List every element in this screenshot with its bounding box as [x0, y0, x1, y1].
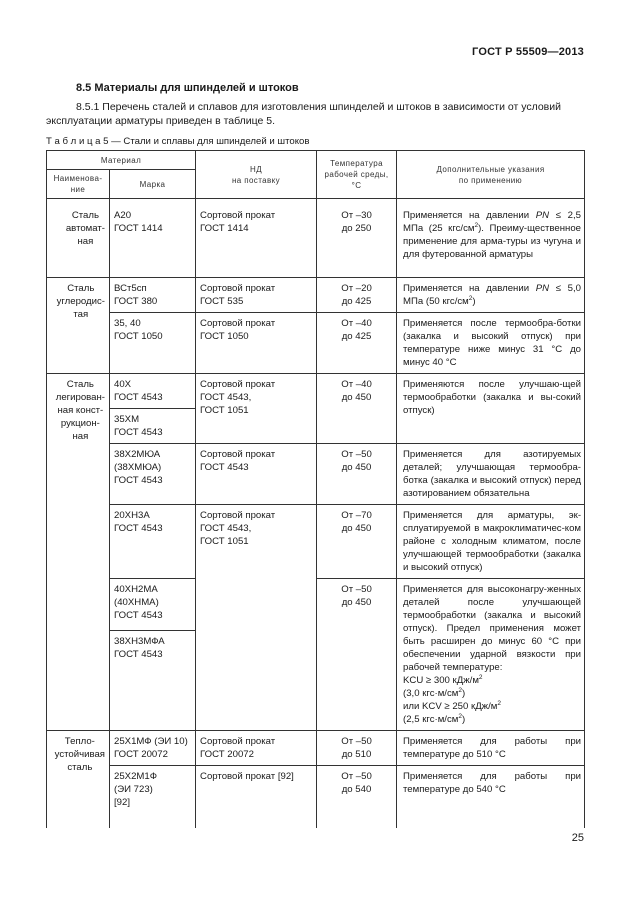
table-row [47, 444, 585, 505]
note-cell: Применяются после улучшаю-щей термообработки (закалка и вы-сокий отпуск) [397, 374, 585, 444]
temperature-cell: От –40 до 450 [317, 374, 397, 444]
nd-cell: Сортовой прокат ГОСТ 4543, ГОСТ 1051 [196, 505, 317, 724]
nd-cell: Сортовой прокат ГОСТ 1414 [196, 205, 317, 278]
material-name: Сталь углеродис- тая [56, 283, 105, 320]
grade-cell: 40Х ГОСТ 4543 [110, 374, 196, 409]
temperature-cell: От –50 до 510 [317, 731, 397, 766]
temperature-cell: От –70 до 450 [317, 505, 397, 579]
note-cell: Применяется на давлении PN ≤ 2,5 МПа (25 кгс/$см^2$). Преиму-щественное применение для арма-туры из чугуна и для футерованной арматуры [397, 205, 585, 278]
header-material: Материал [47, 151, 196, 170]
material-name: Сталь легирован- ная конст- рукцион- ная [55, 379, 105, 442]
temperature-cell: От –50 до 540 [317, 766, 397, 829]
grade-cell: 40ХН2МА (40ХНМА) ГОСТ 4543 [110, 579, 196, 631]
note-cell: Применяется для арматуры, эк-сплуатируемой в макроклиматичес-ком районе с холодным климатом, после улучшающей термообработки (закалка и высокий отпуск) [397, 505, 585, 579]
nd-cell: Сортовой прокат [92] [196, 766, 317, 829]
grade-cell: 38Х2МЮА (38ХМЮА) ГОСТ 4543 [110, 444, 196, 505]
material-name: Тепло- устойчивая сталь [54, 736, 105, 773]
nd-cell: Сортовой прокат ГОСТ 4543, ГОСТ 1051 [196, 374, 317, 444]
nd-cell: Сортовой прокат ГОСТ 4543 [196, 444, 317, 505]
table-row [47, 374, 585, 409]
temperature-cell: От –50 до 450 [317, 579, 397, 731]
grade-cell: 35, 40 ГОСТ 1050 [110, 313, 196, 374]
temperature-cell: От –40 до 425 [317, 313, 397, 374]
table-row [47, 313, 585, 374]
temperature-cell: От –30 до 250 [317, 205, 397, 278]
header-temperature: Температура рабочей среды, °С [317, 151, 397, 199]
note-cell: Применяется после термообра-ботки (закалка и высокий отпуск) при температуре ниже минус 31 °С до минус 40 °С [397, 313, 585, 374]
grade-cell: ВСт5сп ГОСТ 380 [110, 278, 196, 313]
note-cell: Применяется для азотируемых деталей; улучшающая термообра-ботка (закалка и высокий отпуск) перед азотированием обязательна [397, 444, 585, 505]
note-cell: Применяется на давлении PN ≤ 5,0 МПа (50 кгс/$см^2$) [397, 278, 585, 313]
section-title: 8.5 Материалы для шпинделей и штоков [76, 82, 299, 94]
note-cell: Применяется для работы при температуре до 540 °С [397, 766, 585, 829]
table-row [47, 731, 585, 766]
table-row [47, 205, 585, 278]
header-name: Наименова- ние [47, 170, 110, 199]
section-paragraph: 8.5.1 Перечень сталей и сплавов для изготовления шпинделей и штоков в зависимости от условий эксплуатации арматуры приведен в таблице 5. [46, 101, 561, 127]
note-cell: Применяется для высоконагру-женных деталей после улучшающей термообработки (закалка и высокий отпуск). Предел применения может быть расширен до минус 60 °С при обеспечении ударной вязкости при рабочей температуре: KCU ≥ 300 кДж/$м^2$ (3,0 $кгс\cdot м/см^2$) или KCV ≥ 250 кДж/$м^2$ (2,5 $кгс\cdot м/см^2$) [397, 579, 585, 731]
header-notes: Дополнительные указания по применению [397, 151, 585, 199]
header-grade: Марка [110, 170, 196, 199]
grade-cell: 38ХН3МФА ГОСТ 4543 [110, 630, 196, 724]
grade-cell: 20ХН3А ГОСТ 4543 [110, 505, 196, 579]
temperature-cell: От –50 до 450 [317, 444, 397, 505]
nd-cell: Сортовой прокат ГОСТ 1050 [196, 313, 317, 374]
grade-cell: 25Х2М1Ф (ЭИ 723) [92] [110, 766, 196, 829]
table-row [47, 505, 585, 579]
material-name: Сталь автомат- ная [65, 210, 105, 247]
table-row [47, 278, 585, 313]
materials-table [46, 150, 585, 828]
grade-cell: А20 ГОСТ 1414 [110, 205, 196, 278]
table-caption: Т а б л и ц а 5 — Стали и сплавы для шпинделей и штоков [46, 136, 310, 147]
grade-cell: 25Х1МФ (ЭИ 10) ГОСТ 20072 [110, 731, 196, 766]
nd-cell: Сортовой прокат ГОСТ 535 [196, 278, 317, 313]
note-cell: Применяется для работы при температуре до 510 °С [397, 731, 585, 766]
page-number: 25 [571, 832, 584, 844]
nd-cell: Сортовой прокат ГОСТ 20072 [196, 731, 317, 766]
temperature-cell: От –20 до 425 [317, 278, 397, 313]
table-row [47, 766, 585, 829]
grade-cell: 35ХМ ГОСТ 4543 [110, 409, 196, 444]
document-header: ГОСТ Р 55509—2013 [472, 46, 584, 58]
header-nd: НД на поставку [196, 151, 317, 199]
